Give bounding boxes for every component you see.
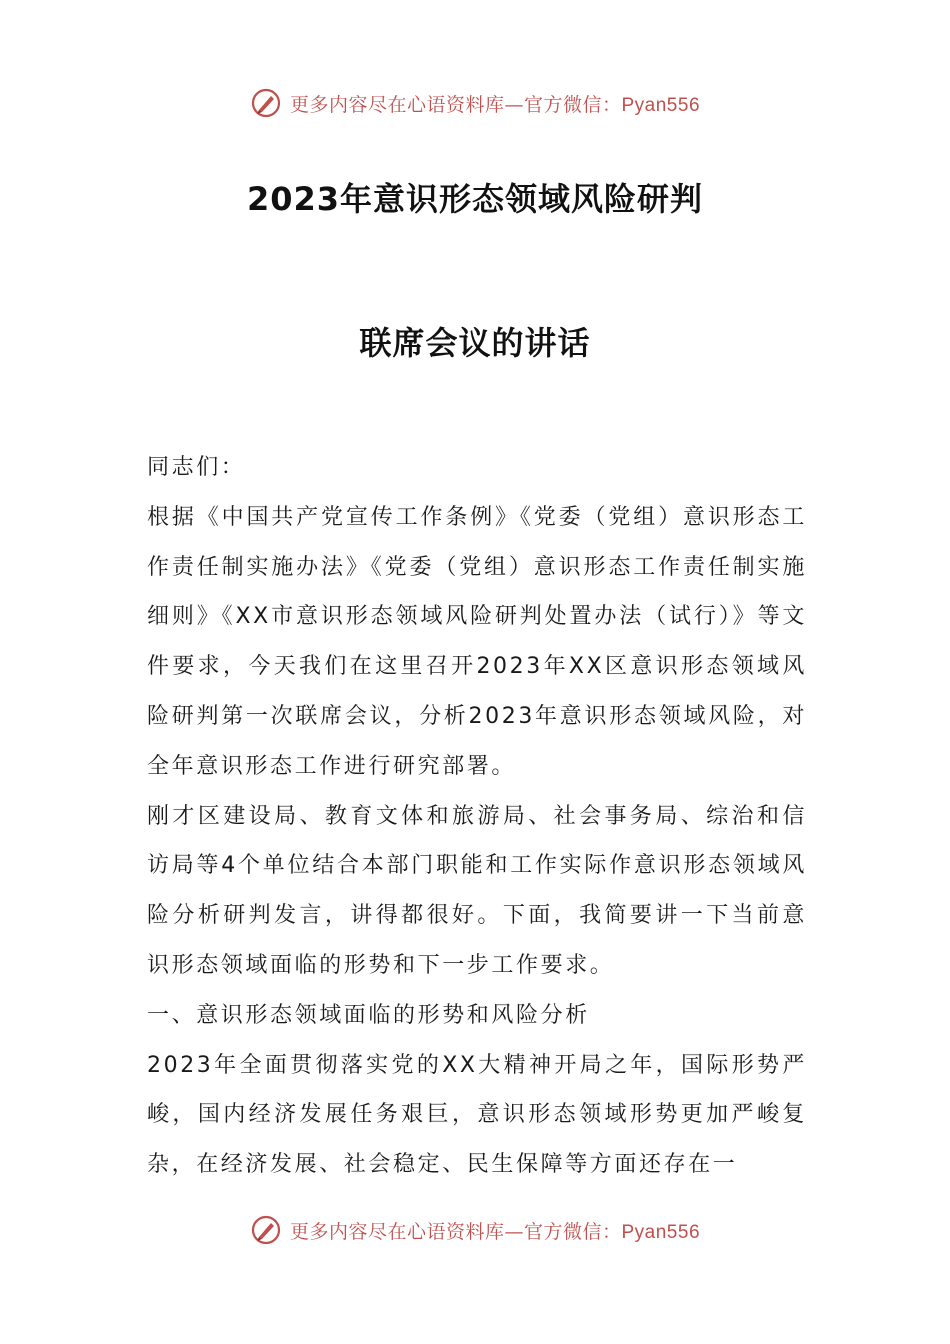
- pen-logo-icon: [250, 1214, 282, 1246]
- document-body: [147, 443, 807, 1190]
- section-heading: 一、意识形态领域面临的形势和风险分析: [147, 1002, 590, 1028]
- paragraph: 刚才区建设局、教育文体和旅游局、社会事务局、综治和信访局等4个单位结合本部门职能和工作实际作意识形态领域风险分析研判发言，讲得都很好。下面，我简要讲一下当前意识形态领域面临的形势和下一步工作要求。: [147, 803, 807, 978]
- footer-watermark: [0, 1210, 950, 1250]
- document-title-line1: 2023年意识形态领域风险研判: [246, 180, 704, 218]
- document-title-line2: 联席会议的讲话: [359, 324, 591, 362]
- paragraph: 2023年全面贯彻落实党的XX大精神开局之年，国际形势严峻，国内经济发展任务艰巨，意识形态领域形势更加严峻复杂，在经济发展、社会稳定、民生保障等方面还存在一: [147, 1052, 807, 1178]
- header-watermark: [0, 83, 950, 123]
- paragraph: 根据《中国共产党宣传工作条例》《党委（党组）意识形态工作责任制实施办法》《党委（党组）意识形态工作责任制实施细则》《XX市意识形态领域风险研判处置办法（试行）》等文件要求，今天我们在这里召开2023年XX区意识形态领域风险研判第一次联席会议，分析2023年意识形态领域风险，对全年意识形态工作进行研究部署。: [147, 504, 807, 779]
- salutation: 同志们：: [147, 455, 246, 480]
- watermark-text: 更多内容尽在心语资料库—官方微信：Pyan556: [289, 93, 701, 116]
- watermark-text: 更多内容尽在心语资料库—官方微信：Pyan556: [289, 1220, 701, 1243]
- pen-logo-icon: [250, 87, 282, 119]
